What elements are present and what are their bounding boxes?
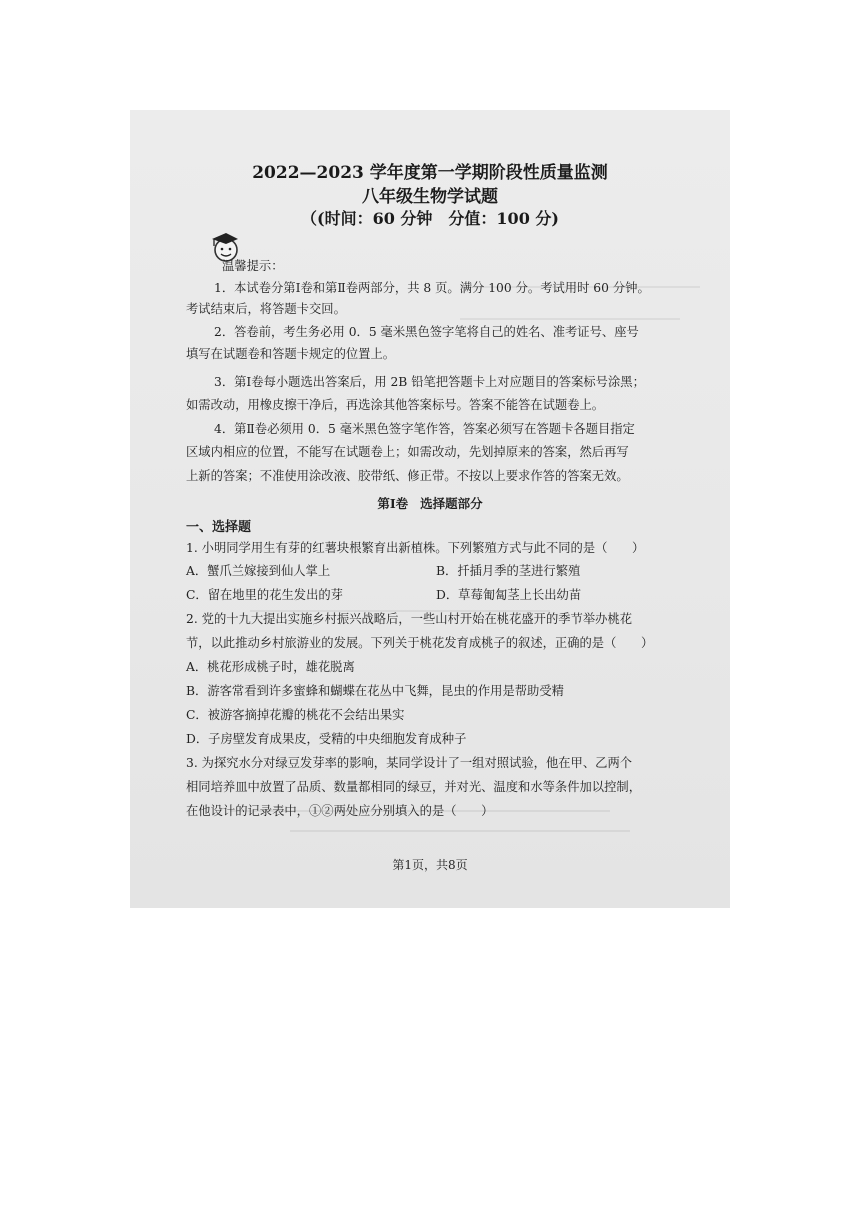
tip-line: 区域内相应的位置，不能写在试题卷上；如需改动，先划掉原来的答案，然后再写: [186, 445, 629, 459]
question-3-stem: 在他设计的记录表中，①②两处应分别填入的是（ ）: [186, 804, 494, 818]
question-2-stem: 节，以此推动乡村旅游业的发展。下列关于桃花发育成桃子的叙述，正确的是（ ）: [186, 636, 654, 650]
question-2-option-a: A．桃花形成桃子时，雄花脱离: [186, 660, 355, 674]
section-part: 第Ⅰ卷: [377, 496, 409, 511]
tip-line: 上新的答案；不准使用涂改液、胶带纸、修正带。不按以上要求作答的答案无效。: [186, 469, 629, 483]
tip-line: 2．答卷前，考生务必用 0．5 毫米黑色签字笔将自己的姓名、准考证号、座号: [214, 325, 639, 339]
question-2-option-b: B．游客常看到许多蜜蜂和蝴蝶在花丛中飞舞，昆虫的作用是帮助受精: [186, 684, 564, 698]
tips-heading: 温馨提示：: [222, 259, 284, 273]
question-3-stem: 相同培养皿中放置了品质、数量都相同的绿豆，并对光、温度和水等条件加以控制，: [186, 780, 641, 794]
page-footer: 第1页，共8页: [392, 858, 468, 872]
question-1-option-a: A．蟹爪兰嫁接到仙人掌上: [186, 564, 331, 578]
question-1-option-d: D．草莓匍匐茎上长出幼苗: [436, 588, 582, 602]
section-name: 选择题部分: [420, 496, 483, 511]
exam-subtitle: 八年级生物学试题: [362, 187, 498, 207]
tip-line: 考试结束后，将答题卡交回。: [186, 302, 346, 316]
question-1-stem: 1. 小明同学用生有芽的红薯块根繁育出新植株。下列繁殖方式与此不同的是（ ）: [186, 541, 645, 555]
bleed-through-line: [290, 830, 630, 832]
tip-line: 4．第Ⅱ卷必须用 0．5 毫米黑色签字笔作答，答案必须写在答题卡各题目指定: [214, 422, 635, 436]
question-2-stem: 2. 党的十九大提出实施乡村振兴战略后，一些山村开始在桃花盛开的季节举办桃花: [186, 612, 633, 626]
exam-time-score: （(时间：60 分钟 分值：100 分): [301, 209, 559, 228]
question-2-option-c: C．被游客摘掉花瓣的桃花不会结出果实: [186, 708, 405, 722]
question-1-option-c: C．留在地里的花生发出的芽: [186, 588, 343, 602]
exam-title: 2022—2023 学年度第一学期阶段性质量监测: [252, 163, 608, 183]
section-heading: 一、选择题: [186, 520, 252, 535]
section-title: [130, 494, 730, 512]
bleed-through-line: [460, 318, 680, 320]
question-1-option-b: B．扦插月季的茎进行繁殖: [436, 564, 581, 578]
question-3-stem: 3. 为探究水分对绿豆发芽率的影响，某同学设计了一组对照试验，他在甲、乙两个: [186, 756, 633, 770]
tip-line: 如需改动，用橡皮擦干净后，再选涂其他答案标号。答案不能答在试题卷上。: [186, 398, 605, 412]
tip-line: 1．本试卷分第Ⅰ卷和第Ⅱ卷两部分，共 8 页。满分 100 分。考试用时 60 分钟。: [214, 281, 650, 295]
tip-line: 3．第Ⅰ卷每小题选出答案后，用 2B 铅笔把答题卡上对应题目的答案标号涂黑；: [214, 375, 645, 389]
tip-line: 填写在试题卷和答题卡规定的位置上。: [186, 347, 396, 361]
question-2-option-d: D．子房壁发育成果皮，受精的中央细胞发育成种子: [186, 732, 467, 746]
exam-paper-photo: [130, 110, 730, 908]
